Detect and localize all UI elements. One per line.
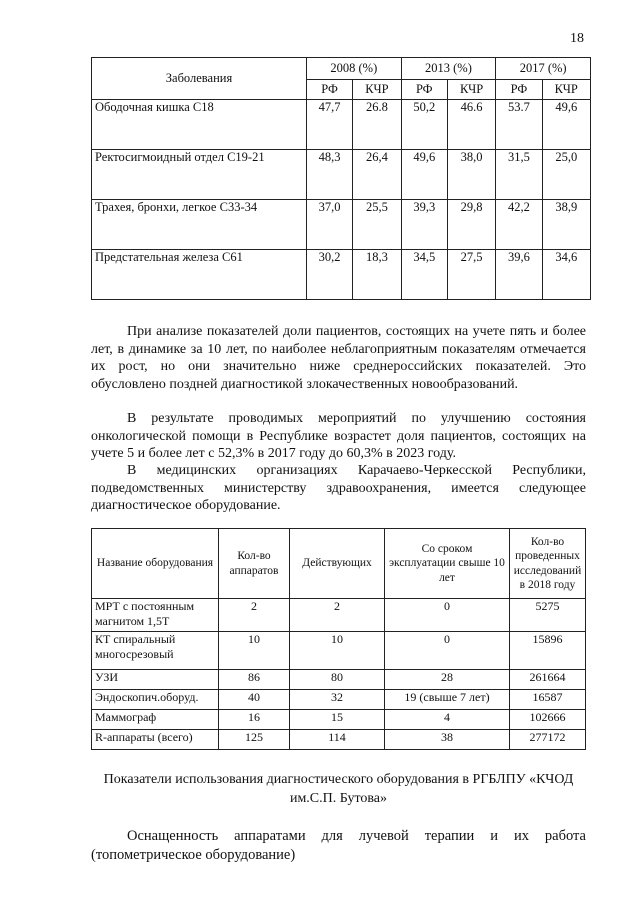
paragraph-3: В медицинских организациях Карачаево-Черкесской Республики, подведомственных министерству здравоохранения, имеется следующее диагностическое оборудование. (91, 463, 586, 513)
equipment-name: КТ спиральный многосрезовый (92, 632, 219, 670)
table-row (92, 690, 586, 710)
value-cell: 47,7 (307, 100, 353, 150)
subheader-kchr: КЧР (353, 80, 401, 100)
paragraph-2: В результате проводимых мероприятий по улучшению состояния онкологической помощи в Республике возрастет доля пациентов, состоящих на учете 5 и более лет с 52,3% в 2017 году до 60,3% в 2023 году. (91, 411, 586, 461)
header-year-2008: 2008 (%) (307, 58, 402, 80)
value-cell: 29,8 (447, 200, 495, 250)
value-cell: 38 (385, 730, 510, 750)
header-equipment-name: Название оборудования (92, 529, 219, 599)
disease-name: Предстательная железа С61 (92, 250, 307, 300)
value-cell: 86 (219, 670, 290, 690)
table-row (92, 710, 586, 730)
disease-name: Ректосигмоидный отдел С19-21 (92, 150, 307, 200)
disease-name: Ободочная кишка С18 (92, 100, 307, 150)
value-cell: 46.6 (447, 100, 495, 150)
value-cell: 26.8 (353, 100, 401, 150)
value-cell: 49,6 (401, 150, 447, 200)
value-cell: 32 (290, 690, 385, 710)
value-cell: 277172 (510, 730, 586, 750)
subheader-rf: РФ (496, 80, 542, 100)
table-row (92, 632, 586, 670)
value-cell: 48,3 (307, 150, 353, 200)
table-row (92, 670, 586, 690)
header-studies-2018: Кол-во проведенных исследований в 2018 году (510, 529, 586, 599)
value-cell: 34,6 (542, 250, 591, 300)
value-cell: 10 (290, 632, 385, 670)
value-cell: 10 (219, 632, 290, 670)
page-number: 18 (570, 31, 584, 46)
value-cell: 34,5 (401, 250, 447, 300)
value-cell: 0 (385, 599, 510, 632)
header-year-2017: 2017 (%) (496, 58, 591, 80)
value-cell: 2 (290, 599, 385, 632)
value-cell: 38,9 (542, 200, 591, 250)
equipment-name: Маммограф (92, 710, 219, 730)
value-cell: 80 (290, 670, 385, 690)
value-cell: 25,0 (542, 150, 591, 200)
value-cell: 38,0 (447, 150, 495, 200)
value-cell: 0 (385, 632, 510, 670)
value-cell: 2 (219, 599, 290, 632)
table-caption: Показатели использования диагностического оборудования в РГБЛПУ «КЧОД им.С.П. Бутова» (103, 772, 574, 806)
table-row (92, 150, 591, 200)
value-cell: 5275 (510, 599, 586, 632)
value-cell: 19 (свыше 7 лет) (385, 690, 510, 710)
value-cell: 15896 (510, 632, 586, 670)
value-cell: 16 (219, 710, 290, 730)
value-cell: 102666 (510, 710, 586, 730)
value-cell: 28 (385, 670, 510, 690)
paragraph-1: При анализе показателей доли пациентов, состоящих на учете пять и более лет, в динамике за 10 лет, по наиболее неблагоприятным показателям отмечается их рост, но они значительно ниже среднероссийских показателей. Это обусловлено поздней диагностикой злокачественных новообразований. (91, 324, 586, 392)
equipment-name: УЗИ (92, 670, 219, 690)
value-cell: 18,3 (353, 250, 401, 300)
value-cell: 4 (385, 710, 510, 730)
table-row (92, 200, 591, 250)
value-cell: 40 (219, 690, 290, 710)
subheader-kchr: КЧР (542, 80, 591, 100)
value-cell: 53.7 (496, 100, 542, 150)
value-cell: 125 (219, 730, 290, 750)
subheader-kchr: КЧР (447, 80, 495, 100)
subheader-rf: РФ (401, 80, 447, 100)
value-cell: 50,2 (401, 100, 447, 150)
final-paragraph: Оснащенность аппаратами для лучевой терапии и их работа (топометрическое оборудование) (91, 828, 586, 863)
value-cell: 49,6 (542, 100, 591, 150)
subheader-rf: РФ (307, 80, 353, 100)
table-row (92, 599, 586, 632)
header-over-10-years: Со сроком эксплуатации свыше 10 лет (385, 529, 510, 599)
equipment-name: МРТ с постоянным магнитом 1,5Т (92, 599, 219, 632)
header-year-2013: 2013 (%) (401, 58, 496, 80)
table-row (92, 730, 586, 750)
equipment-name: Эндоскопич.оборуд. (92, 690, 219, 710)
value-cell: 39,3 (401, 200, 447, 250)
value-cell: 39,6 (496, 250, 542, 300)
table-row (92, 250, 591, 300)
value-cell: 15 (290, 710, 385, 730)
value-cell: 42,2 (496, 200, 542, 250)
header-device-count: Кол-во аппаратов (219, 529, 290, 599)
header-disease: Заболевания (92, 58, 307, 100)
value-cell: 27,5 (447, 250, 495, 300)
value-cell: 25,5 (353, 200, 401, 250)
value-cell: 30,2 (307, 250, 353, 300)
diagnostic-equipment-table (91, 528, 586, 750)
value-cell: 114 (290, 730, 385, 750)
value-cell: 26,4 (353, 150, 401, 200)
value-cell: 37,0 (307, 200, 353, 250)
value-cell: 261664 (510, 670, 586, 690)
header-active: Действующих (290, 529, 385, 599)
oncology-survival-table (91, 57, 591, 300)
value-cell: 31,5 (496, 150, 542, 200)
value-cell: 16587 (510, 690, 586, 710)
equipment-name: R-аппараты (всего) (92, 730, 219, 750)
table-row (92, 100, 591, 150)
disease-name: Трахея, бронхи, легкое С33-34 (92, 200, 307, 250)
